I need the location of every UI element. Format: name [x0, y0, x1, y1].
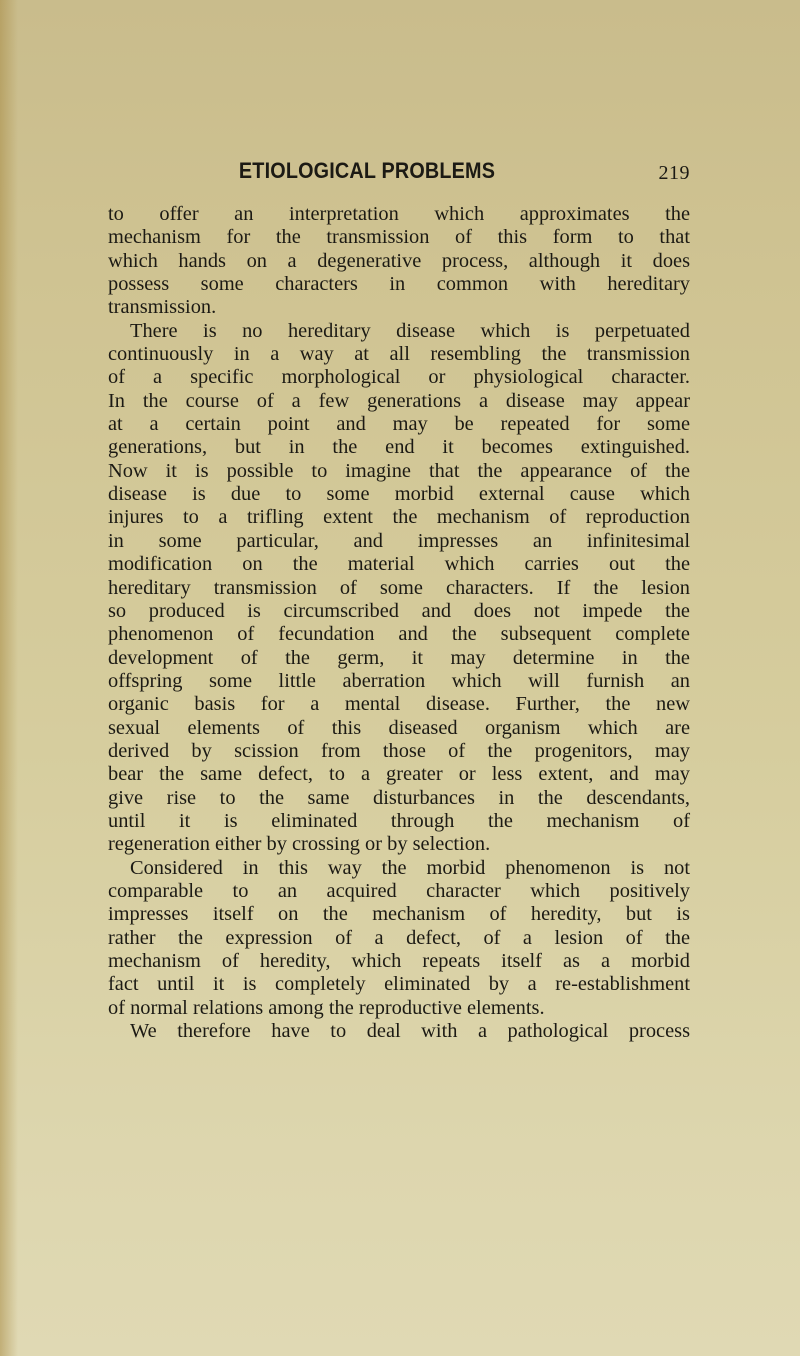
- text-line: We therefore have to deal with a pathological process: [130, 1020, 690, 1043]
- text-line: in some particular, and impresses an infinitesimal: [108, 529, 690, 552]
- page-number: 219: [658, 162, 690, 184]
- text-line: rather the expression of a defect, of a lesion of the: [108, 926, 690, 949]
- text-line: derived by scission from those of the progenitors, may: [108, 739, 690, 762]
- text-line: so produced is circumscribed and does not impede the: [108, 599, 690, 622]
- text-line: bear the same defect, to a greater or less extent, and may: [108, 763, 690, 786]
- text-line: Now it is possible to imagine that the appearance of the: [108, 459, 690, 482]
- text-line: In the course of a few generations a disease may appear: [108, 389, 690, 412]
- text-line: impresses itself on the mechanism of heredity, but is: [108, 903, 690, 926]
- text-line: possess some characters in common with hereditary: [108, 273, 690, 296]
- text-line: until it is eliminated through the mechanism of: [108, 809, 690, 832]
- running-head-title: [221, 158, 512, 184]
- text-line: fact until it is completely eliminated by a re-establishment: [108, 973, 690, 996]
- running-head: [108, 158, 690, 192]
- running-head-title-text: ETIOLOGICAL PROBLEMS: [238, 158, 496, 183]
- text-line: generations, but in the end it becomes extinguished.: [108, 436, 690, 459]
- text-line: at a certain point and may be repeated for some: [108, 413, 690, 436]
- text-line: hereditary transmission of some characters. If the lesion: [108, 576, 690, 599]
- text-line: of a specific morphological or physiological character.: [108, 366, 690, 389]
- text-line: continuously in a way at all resembling the transmission: [108, 343, 690, 366]
- body-text: [108, 203, 690, 1043]
- text-line: transmission.: [108, 296, 217, 319]
- text-line: regeneration either by crossing or by selection.: [108, 833, 491, 856]
- text-line: injures to a trifling extent the mechanism of reproduction: [108, 506, 690, 529]
- text-line: of normal relations among the reproductive elements.: [108, 996, 545, 1019]
- text-line: Considered in this way the morbid phenomenon is not: [130, 856, 690, 879]
- text-line: which hands on a degenerative process, although it does: [108, 249, 690, 272]
- text-line: mechanism of heredity, which repeats itself as a morbid: [108, 950, 690, 972]
- page-edge-shadow: [0, 0, 18, 1356]
- text-line: mechanism for the transmission of this form to that: [108, 226, 690, 249]
- text-line: offspring some little aberration which will furnish an: [108, 669, 690, 692]
- text-line: disease is due to some morbid external cause which: [108, 483, 690, 506]
- text-line: comparable to an acquired character which positively: [108, 879, 690, 902]
- text-line: There is no hereditary disease which is perpetuated: [130, 319, 690, 342]
- text-line: sexual elements of this diseased organism which are: [108, 716, 690, 739]
- text-line: organic basis for a mental disease. Further, the new: [108, 693, 690, 716]
- text-line: to offer an interpretation which approximates the: [108, 203, 690, 225]
- text-line: give rise to the same disturbances in the descendants,: [108, 786, 690, 809]
- text-line: phenomenon of fecundation and the subsequent complete: [108, 623, 690, 646]
- text-line: modification on the material which carries out the: [108, 553, 690, 576]
- text-line: development of the germ, it may determine in the: [108, 646, 690, 669]
